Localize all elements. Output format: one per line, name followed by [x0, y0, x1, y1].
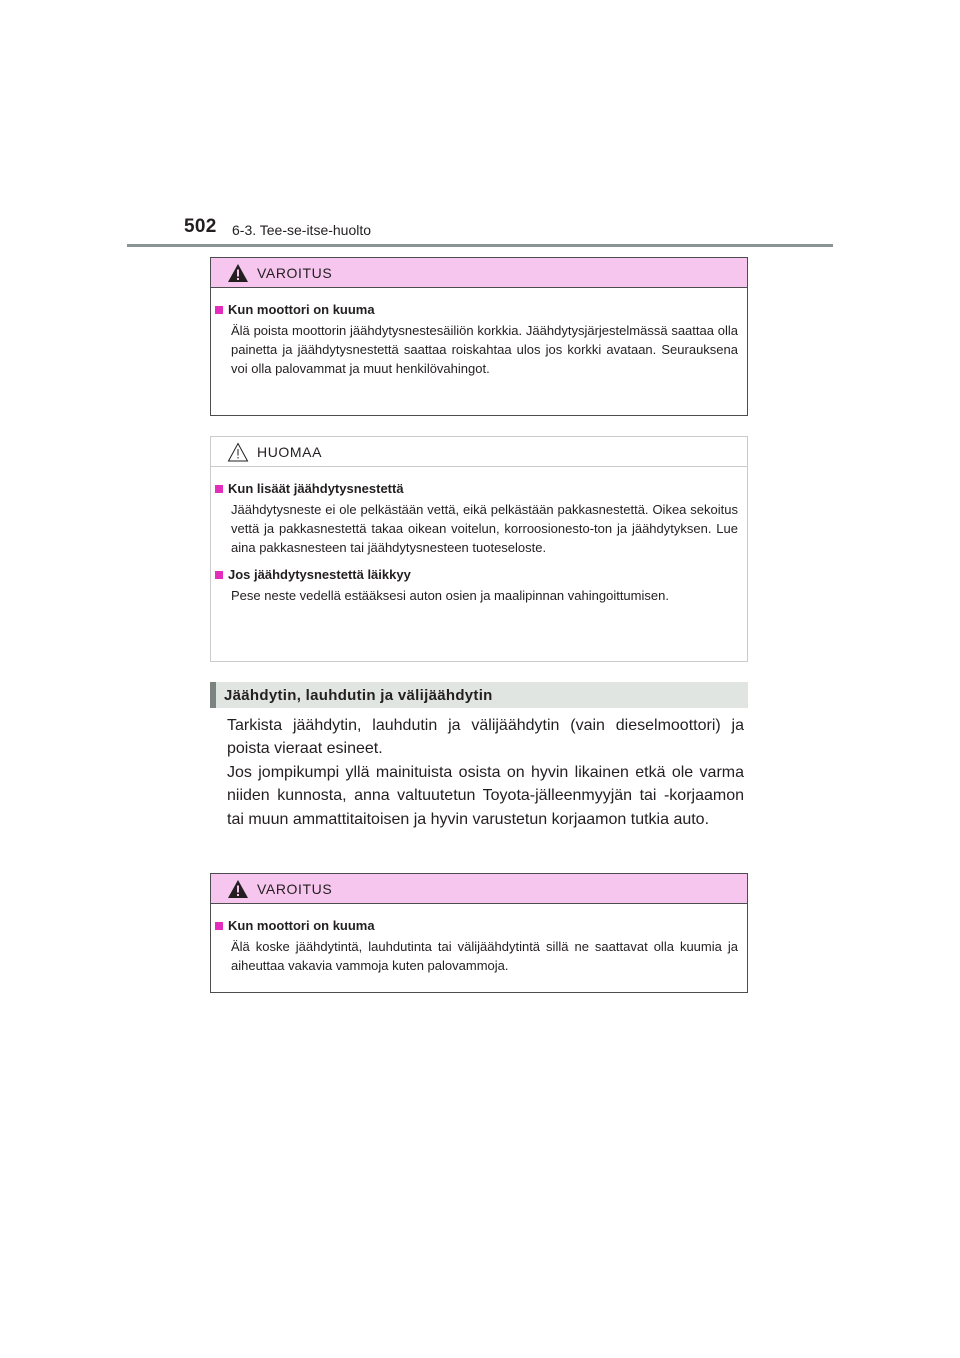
notice-item [215, 566, 738, 605]
bullet-square-icon [215, 485, 223, 493]
topic-heading: Jäähdytin, lauhdutin ja välijäähdytin [224, 686, 493, 704]
notice-header [211, 437, 747, 467]
item-text: Älä poista moottorin jäähdytysnestesäiliön korkkia. Jäähdytysjärjestelmässä saattaa olla painetta ja jäähdytysnestettä saattaa roiskahtaa ulos jos korkki avataan. Seurauksena voi olla palovammat ja muut henkilövahingot. [231, 323, 738, 377]
item-title: Jos jäähdytysnestettä läikkyy [228, 566, 411, 582]
warning-label: VAROITUS [257, 264, 333, 281]
bullet-square-icon [215, 922, 223, 930]
item-text: Pese neste vedellä estääksesi auton osien ja maalipinnan vahingoittumisen. [231, 587, 669, 603]
topic-heading-bar [210, 682, 748, 708]
item-title: Kun lisäät jäähdytysnestettä [228, 481, 404, 496]
warning-header [211, 258, 747, 288]
warning-item [215, 301, 738, 379]
item-title: Kun moottori on kuuma [228, 918, 375, 933]
warning-label: VAROITUS [257, 880, 333, 897]
item-text: Älä koske jäähdytintä, lauhdutinta tai välijäähdytintä sillä ne saattavat olla kuumia ja aiheuttaa vakavia vammoja kuten palovammoja. [231, 939, 738, 974]
notice-label: HUOMAA [257, 443, 323, 460]
item-title: Kun moottori on kuuma [228, 302, 375, 317]
topic-paragraph: Jos jompikumpi yllä mainituista osista on hyvin likainen etkä ole varma niiden kunnosta, anna valtuutetun Toyota-jälleenmyyjän tai -korjaamon tai muun ammattitaitoisen ja hyvin varustetun korjaamon tutkia auto. [227, 763, 744, 828]
warning-item [215, 917, 738, 975]
warning-triangle-icon [227, 879, 249, 899]
warning-header [211, 874, 747, 904]
topic-body [227, 714, 744, 831]
warning-triangle-icon [227, 263, 249, 283]
topic-paragraph: Tarkista jäähdytin, lauhdutin ja välijäähdytin (vain dieselmoottori) ja poista vieraat esineet. [227, 717, 744, 758]
page-number: 502 [184, 216, 217, 237]
header-rule [127, 244, 833, 247]
notice-item [215, 480, 738, 558]
item-text: Jäähdytysneste ei ole pelkästään vettä, eikä pelkästään pakkasnestettä. Oikea sekoitus vettä ja pakkasnestettä takaa oikean voitelun, korroosionesto-ton ja jäähdytyksen. Lue aina pakkasnesteen tai jäähdytysnesteen tuoteseloste. [231, 502, 738, 556]
warning-box [210, 873, 748, 993]
bullet-square-icon [215, 571, 223, 579]
notice-triangle-icon [227, 442, 249, 462]
notice-box [210, 436, 748, 662]
warning-box [210, 257, 748, 416]
bullet-square-icon [215, 306, 223, 314]
section-title: 6-3. Tee-se-itse-huolto [232, 222, 372, 238]
